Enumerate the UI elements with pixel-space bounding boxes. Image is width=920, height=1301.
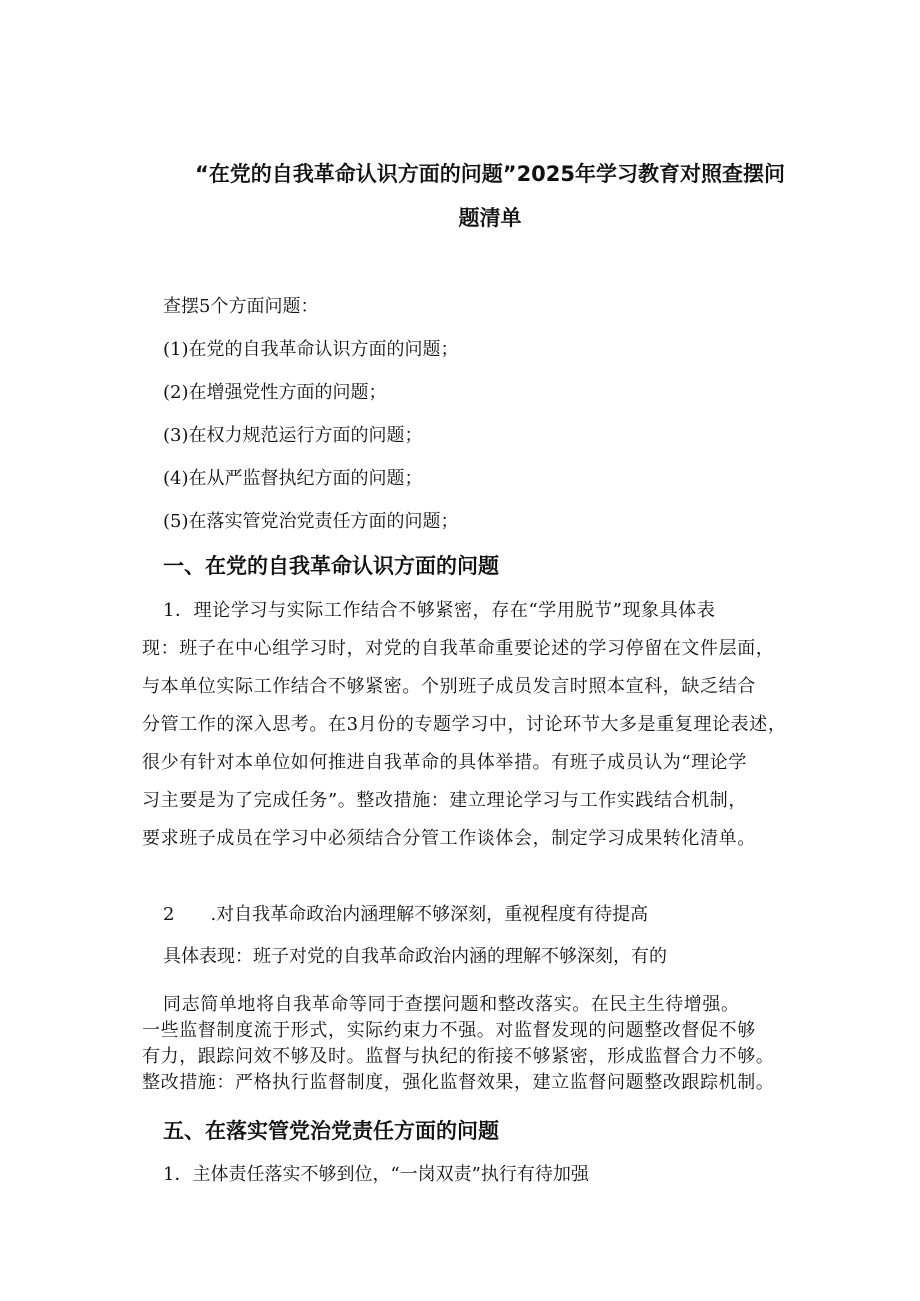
intro-text: 查摆5个方面问题： <box>163 296 319 317</box>
list-item-4: (4)在从严监督执纪方面的问题； <box>163 468 423 489</box>
paragraph-1-line: 要求班子成员在学习中必须结合分管工作谈体会，制定学习成果转化清单。 <box>142 828 756 849</box>
list-item-5: (5)在落实管党治党责任方面的问题； <box>163 511 459 532</box>
paragraph-3-line: 同志简单地将自我革命等同于查摆问题和整改落实。在民主生待增强。 <box>163 994 740 1015</box>
paragraph-1-line: 习主要是为了完成任务”。整改措施：建立理论学习与工作实践结合机制， <box>142 790 747 811</box>
section-heading-5: 五、在落实管党治党责任方面的问题 <box>163 1119 499 1143</box>
paragraph-3-line: 有力，跟踪问效不够及时。监督与执纪的衔接不够紧密，形成监督合力不够。 <box>142 1046 775 1067</box>
paragraph-1 <box>142 592 842 858</box>
paragraph-1-line: 1．理论学习与实际工作结合不够紧密，存在“学用脱节”现象具体表 <box>163 600 716 621</box>
paragraph-3-line: 一些监督制度流于形式，实际约束力不强。对监督发现的问题整改督促不够 <box>142 1020 756 1041</box>
paragraph-1-line: 现：班子在中心组学习时，对党的自我革命重要论述的学习停留在文件层面， <box>142 638 775 659</box>
paragraph-1-line: 分管工作的深入思考。在3月份的专题学习中，讨论环节大多是重复理论表述， <box>142 714 787 735</box>
paragraph-2-line-1: 2 .对自我革命政治内涵理解不够深刻，重视程度有待提高 <box>163 904 649 925</box>
document-title-line-2: 题清单 <box>458 206 522 230</box>
section-heading-1: 一、在党的自我革命认识方面的问题 <box>163 554 499 578</box>
paragraph-1-line: 与本单位实际工作结合不够紧密。个别班子成员发言时照本宣科，缺乏结合 <box>142 676 756 697</box>
paragraph-2-line-2: 具体表现：班子对党的自我革命政治内涵的理解不够深刻，有的 <box>163 946 667 967</box>
paragraph-3-line: 整改措施：严格执行监督制度，强化监督效果，建立监督问题整改跟踪机制。 <box>142 1072 775 1093</box>
list-item-1: (1)在党的自我革命认识方面的问题； <box>163 339 459 360</box>
document-title-line-1: “在党的自我革命认识方面的问题”2025年学习教育对照查摆问 <box>194 162 786 186</box>
list-item-2: (2)在增强党性方面的问题； <box>163 382 387 403</box>
paragraph-3 <box>142 992 842 1096</box>
list-item-3: (3)在权力规范运行方面的问题； <box>163 425 423 446</box>
paragraph-4-line-1: 1．主体责任落实不够到位，“一岗双责”执行有待加强 <box>163 1164 589 1185</box>
paragraph-1-line: 很少有针对本单位如何推进自我革命的具体举措。有班子成员认为“理论学 <box>142 752 747 773</box>
